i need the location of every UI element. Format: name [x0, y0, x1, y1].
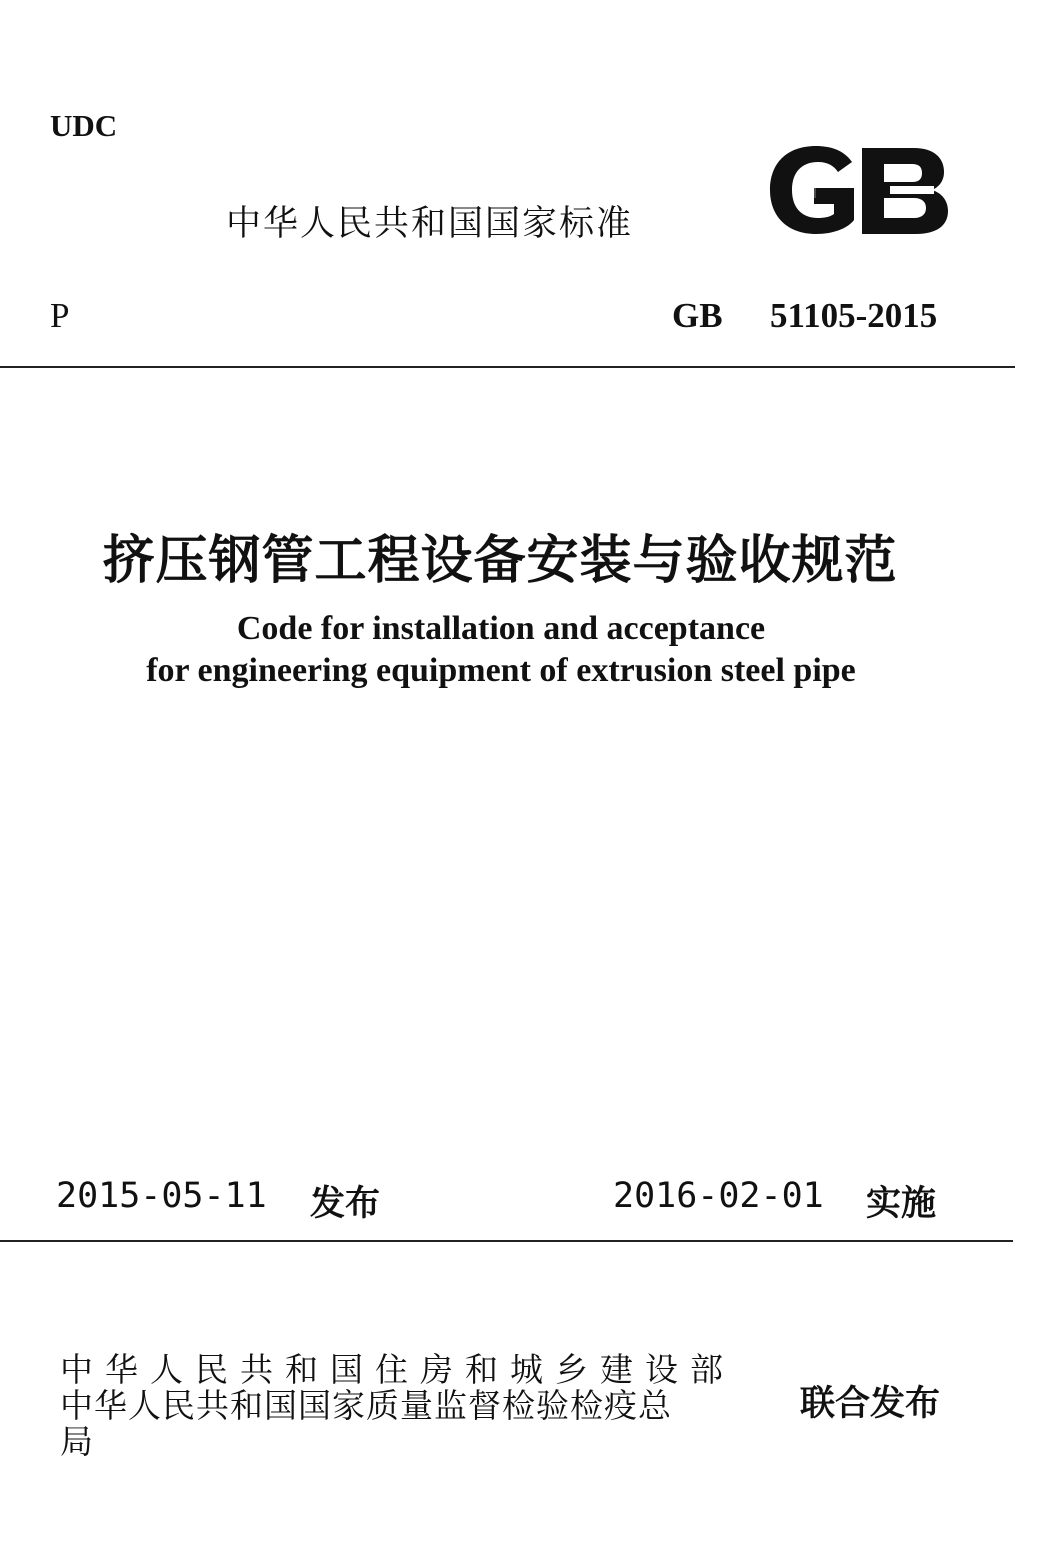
classification-code: P	[50, 296, 70, 335]
title-english-line1: Code for installation and acceptance	[236, 610, 766, 647]
gb-logo-mark	[764, 140, 950, 240]
issue-label: 发布	[310, 1184, 381, 1224]
bottom-divider	[0, 1240, 1013, 1242]
effective-label: 实施	[866, 1184, 937, 1224]
top-divider	[0, 366, 1015, 368]
issue-date: 2015-05-11	[56, 1176, 267, 1216]
standard-prefix: GB	[672, 296, 723, 335]
effective-date: 2016-02-01	[613, 1176, 824, 1216]
title-english-line2: for engineering equipment of extrusion steel pipe	[146, 652, 856, 689]
joint-issue-label: 联合发布	[800, 1384, 941, 1424]
issuer-aqsiq: 中华人民共和国国家质量监督检验检疫总	[60, 1386, 672, 1425]
title-chinese: 挤压钢管工程设备安装与验收规范	[102, 531, 898, 591]
udc-label: UDC	[50, 108, 118, 143]
issuer-ministry: 中华人民共和国住房和城乡建设部	[60, 1350, 735, 1389]
issuer-aqsiq-tail: 局	[60, 1422, 93, 1461]
gb-logo	[764, 140, 950, 240]
standard-number: 51105-2015	[770, 296, 938, 335]
national-standard-heading: 中华人民共和国国家标准	[226, 204, 634, 244]
